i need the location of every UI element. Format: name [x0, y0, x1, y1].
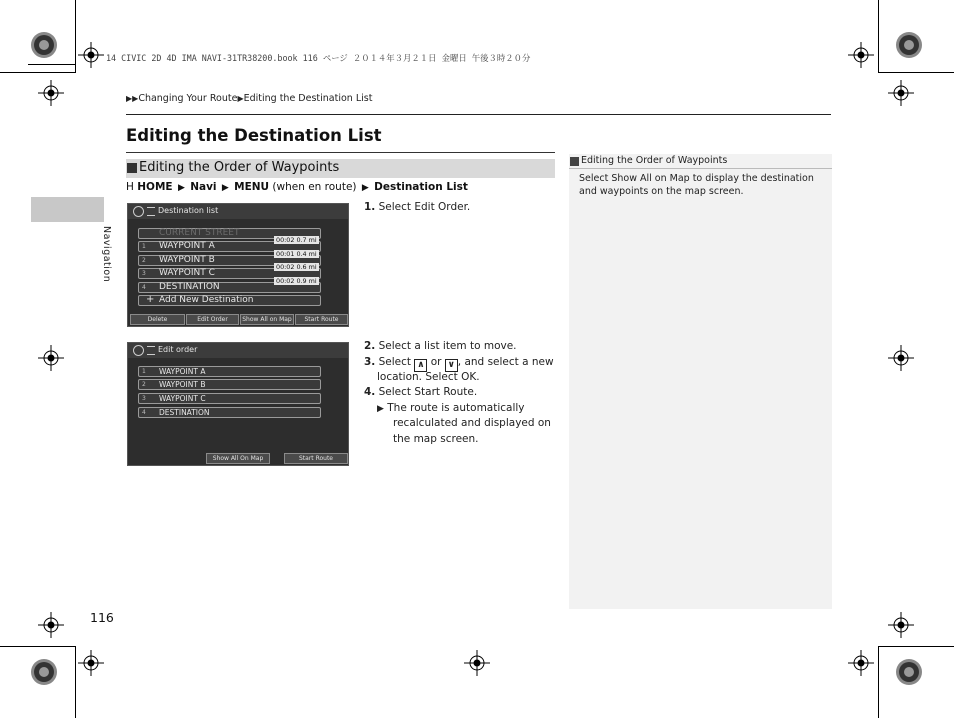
step-number: 3.: [364, 356, 376, 368]
result-text: The route is automatically: [387, 402, 525, 414]
title-rule: [126, 152, 555, 153]
section-title: Editing the Order of Waypoints: [139, 160, 340, 175]
note-icon: [570, 157, 579, 166]
step-key: OK: [461, 371, 477, 383]
step-key: Start Route: [414, 386, 474, 398]
note-text-line-2: and waypoints on the map screen.: [579, 186, 744, 197]
print-slug: 14 CIVIC 2D 4D IMA NAVI-31TR38200.book 116 ページ ２０１４年３月２１日 金曜日 午後３時２０分: [106, 53, 531, 63]
eta-badge: 00:02 0.7 mi: [276, 236, 317, 244]
crop-mark: [0, 72, 75, 73]
path-arrow-icon: ▶: [177, 183, 185, 193]
page-number: 116: [90, 610, 114, 625]
down-arrow-icon: ∨: [445, 359, 458, 372]
note-body: [579, 172, 824, 198]
sidebar-note: [569, 154, 832, 609]
section-square-icon: [127, 163, 137, 173]
show-all-on-map-button[interactable]: Show All On Map: [206, 453, 270, 464]
step-3-line-2: [377, 371, 480, 383]
step-text: .: [466, 201, 471, 213]
step-text: Select: [378, 356, 415, 368]
page-title: Editing the Destination List: [126, 126, 382, 145]
note-key: Show All on Map: [611, 173, 690, 184]
starburst-mark-icon: [30, 658, 58, 686]
path-menu: MENU: [234, 181, 270, 193]
home-key-icon: H: [126, 181, 134, 193]
row-label: WAYPOINT A: [159, 241, 215, 251]
edit-order-screen: [127, 342, 349, 466]
step-key: Edit Order: [414, 201, 467, 213]
path-destination-list: Destination List: [374, 181, 468, 193]
registration-mark-icon: [888, 80, 914, 106]
note-text: Select: [579, 173, 612, 184]
starburst-mark-icon: [895, 31, 923, 59]
step-text: Select: [378, 386, 415, 398]
row-label: WAYPOINT B: [159, 380, 206, 389]
breadcrumb-separator: ▶: [237, 94, 244, 103]
home-icon: [133, 206, 144, 217]
add-destination-button[interactable]: [138, 295, 321, 306]
row-number: 3: [142, 395, 146, 402]
screen-header: [128, 204, 348, 219]
crop-mark: [878, 72, 954, 73]
registration-mark-icon: [464, 650, 490, 676]
list-item[interactable]: [138, 379, 321, 390]
result-arrow-icon: ▶: [377, 404, 384, 414]
screen-header: [128, 343, 348, 358]
row-number: 3: [142, 270, 146, 277]
menu-path: [126, 181, 468, 193]
eta-badge: 00:02 0.9 mi: [276, 277, 317, 285]
crop-mark: [878, 646, 879, 718]
path-home: HOME: [137, 181, 173, 193]
path-menu-note: (when en route): [272, 181, 357, 193]
eta-badge: 00:02 0.6 mi: [276, 263, 317, 271]
step-text: , and select a new: [457, 356, 554, 368]
row-label: DESTINATION: [159, 408, 210, 417]
breadcrumb-current: Editing the Destination List: [243, 93, 373, 104]
crop-mark: [0, 646, 75, 647]
step-4-result-line-3: the map screen.: [393, 433, 479, 445]
show-all-on-map-button[interactable]: Show All on Map: [240, 314, 294, 325]
step-3: [364, 356, 554, 372]
crop-mark: [75, 0, 76, 73]
section-header: [126, 159, 555, 178]
menu-icon: [147, 346, 155, 355]
row-number: 4: [142, 284, 146, 291]
screen-title: Edit order: [158, 345, 198, 354]
eta-badge: 00:01 0.4 mi: [276, 250, 317, 258]
path-arrow-icon: ▶: [361, 183, 369, 193]
note-header: [569, 154, 832, 169]
list-item[interactable]: [138, 366, 321, 377]
step-number: 1.: [364, 201, 376, 213]
plus-icon: +: [146, 294, 155, 305]
home-icon: [133, 345, 144, 356]
step-4-result-line-2: recalculated and displayed on: [393, 417, 551, 429]
step-text: or: [427, 356, 445, 368]
row-number: 1: [142, 368, 146, 375]
step-text: location. Select: [377, 371, 462, 383]
side-tab-label: Navigation: [101, 226, 112, 283]
row-number: 2: [142, 257, 146, 264]
registration-mark-icon: [78, 42, 104, 68]
step-2: [364, 340, 517, 352]
path-navi: Navi: [190, 181, 217, 193]
note-text: to display the destination: [689, 173, 814, 184]
step-1: [364, 201, 470, 213]
registration-mark-icon: [78, 650, 104, 676]
row-number: 4: [142, 409, 146, 416]
breadcrumb-arrows: ▶▶: [126, 94, 139, 103]
step-text: Select: [378, 201, 415, 213]
crop-mark: [28, 64, 76, 65]
row-label: CURRENT STREET: [159, 228, 240, 238]
row-label: WAYPOINT B: [159, 255, 215, 265]
crop-mark: [878, 646, 954, 647]
menu-icon: [147, 207, 155, 216]
row-label: Add New Destination: [159, 295, 254, 305]
destination-list-screen: [127, 203, 349, 327]
list-item[interactable]: [138, 393, 321, 404]
edit-order-button[interactable]: Edit Order: [186, 314, 239, 325]
row-number: 2: [142, 381, 146, 388]
row-number: 1: [142, 243, 146, 250]
step-text: Select a list item to move.: [378, 340, 517, 352]
breadcrumb: [126, 93, 372, 104]
list-item[interactable]: [138, 407, 321, 418]
crop-mark: [878, 0, 879, 73]
crop-mark: [75, 646, 76, 718]
screen-title: Destination list: [158, 206, 219, 215]
registration-mark-icon: [38, 80, 64, 106]
registration-mark-icon: [38, 612, 64, 638]
starburst-mark-icon: [30, 31, 58, 59]
step-4-result: [377, 402, 525, 414]
registration-mark-icon: [888, 345, 914, 371]
side-tab: [31, 197, 104, 222]
up-arrow-icon: ∧: [414, 359, 427, 372]
registration-mark-icon: [38, 345, 64, 371]
start-route-button[interactable]: Start Route: [284, 453, 348, 464]
step-number: 4.: [364, 386, 376, 398]
starburst-mark-icon: [895, 658, 923, 686]
row-label: WAYPOINT A: [159, 367, 206, 376]
delete-button[interactable]: Delete: [130, 314, 185, 325]
note-title: Editing the Order of Waypoints: [581, 155, 728, 166]
path-arrow-icon: ▶: [221, 183, 229, 193]
row-label: WAYPOINT C: [159, 268, 215, 278]
start-route-button[interactable]: Start Route: [295, 314, 348, 325]
registration-mark-icon: [848, 650, 874, 676]
row-label: WAYPOINT C: [159, 394, 206, 403]
step-number: 2.: [364, 340, 376, 352]
row-label: DESTINATION: [159, 282, 220, 292]
step-text: .: [476, 371, 480, 383]
registration-mark-icon: [888, 612, 914, 638]
step-text: .: [473, 386, 478, 398]
header-rule: [126, 114, 831, 115]
step-4: [364, 386, 477, 398]
breadcrumb-parent[interactable]: Changing Your Route: [138, 93, 238, 104]
registration-mark-icon: [848, 42, 874, 68]
